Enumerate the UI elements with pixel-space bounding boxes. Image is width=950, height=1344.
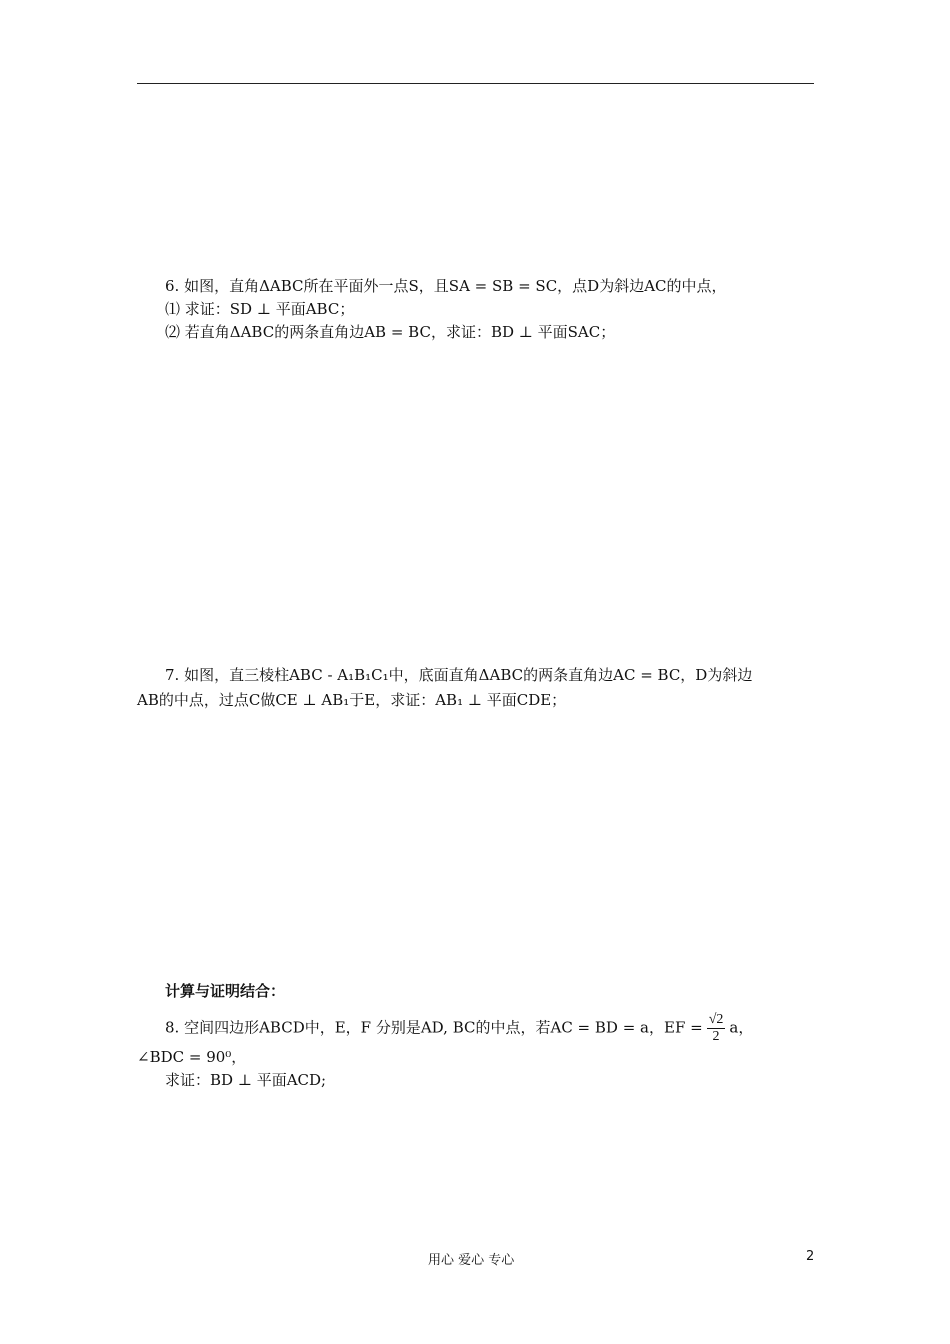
header-rule xyxy=(137,83,814,84)
q7-line-1: 7. 如图，直三棱柱ABC - A₁B₁C₁中，底面直角ΔABC的两条直角边AC = BC，D为斜边 xyxy=(165,666,753,684)
q6-line-3: ⑵ 若直角ΔABC的两条直角边AB = BC，求证：BD ⊥ 平面SAC； xyxy=(165,323,616,341)
q6-line-2: ⑴ 求证：SD ⊥ 平面ABC； xyxy=(165,300,355,318)
footer-text: 用心 爱心 专心 xyxy=(428,1253,515,1268)
q8-line-1-text: 8. 空间四边形ABCD中，E，F 分别是AD, BC的中点，若AC = BD = a，EF = xyxy=(165,1018,703,1037)
fraction-denominator: 2 xyxy=(712,1029,720,1044)
sqrt2-over-2-fraction xyxy=(707,1012,726,1045)
q8-line-1 xyxy=(165,1012,753,1045)
q7-line-2: AB的中点，过点C做CE ⊥ AB₁于E，求证：AB₁ ⊥ 平面CDE； xyxy=(137,691,567,709)
q8-line-1-tail: a， xyxy=(729,1018,754,1037)
section-heading: 计算与证明结合： xyxy=(165,982,286,1000)
q6-line-1: 6. 如图，直角ΔABC所在平面外一点S，且SA = SB = SC，点D为斜边AC的中点， xyxy=(165,277,727,295)
q8-line-3: 求证：BD ⊥ 平面ACD; xyxy=(165,1071,327,1089)
q8-line-2: ∠BDC = 90⁰， xyxy=(137,1048,247,1066)
fraction-numerator: √2 xyxy=(708,1012,724,1027)
page-number: 2 xyxy=(806,1249,815,1264)
